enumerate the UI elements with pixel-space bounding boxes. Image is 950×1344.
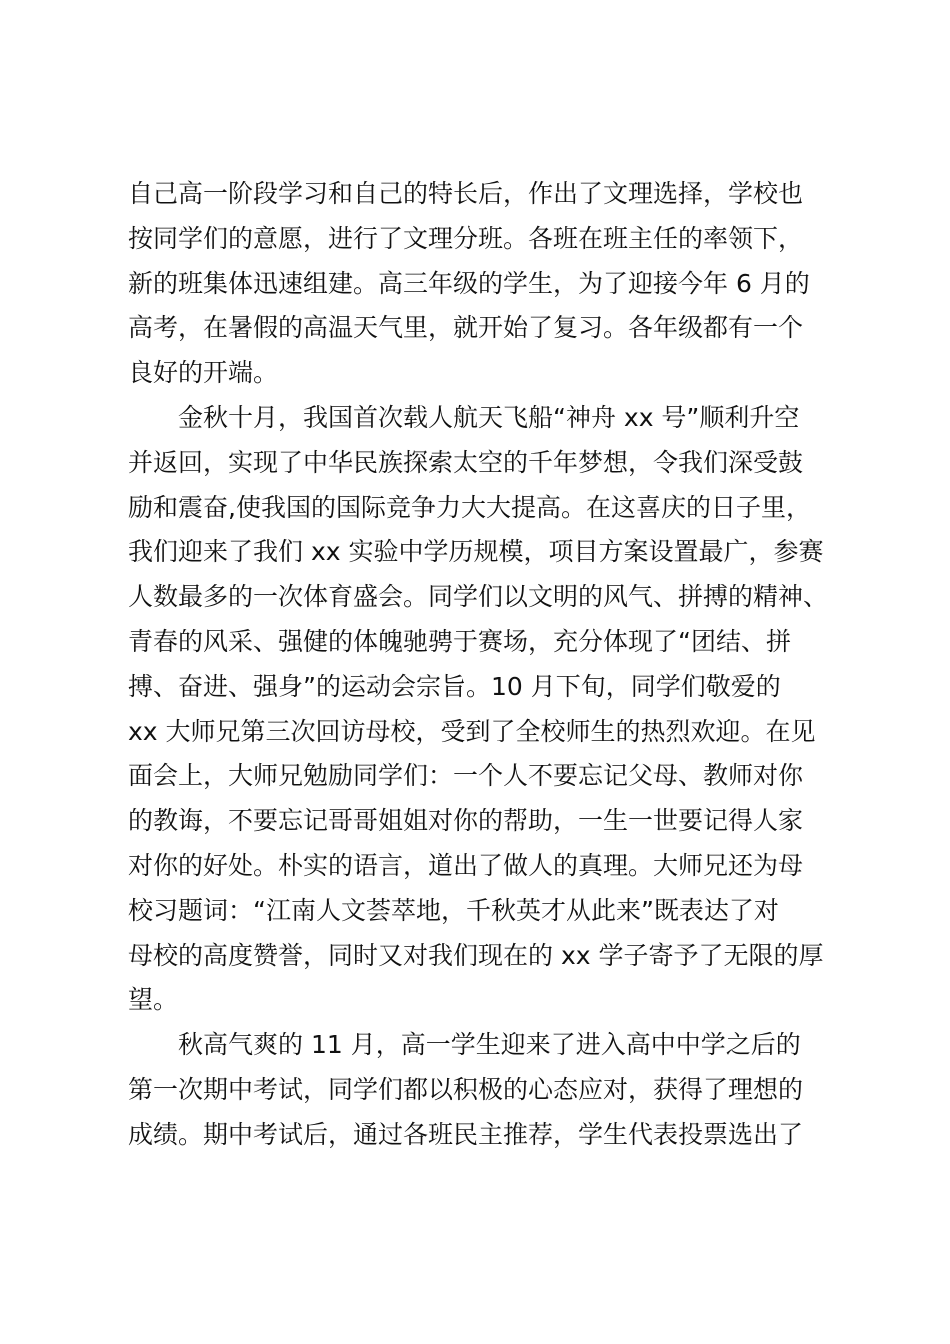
paragraph-line: 的教诲，不要忘记哥哥姐姐对你的帮助，一生一世要记得人家 <box>128 806 804 836</box>
paragraph-1 <box>128 172 848 396</box>
paragraph-line: 自己高一阶段学习和自己的特长后，作出了文理选择，学校也 <box>128 179 804 208</box>
paragraph-line: 青春的风采、强健的体魄驰骋于赛场，充分体现了“团结、拼 <box>128 626 791 656</box>
paragraph-3 <box>128 1023 848 1157</box>
paragraph-line: 良好的开端。 <box>128 358 279 388</box>
paragraph-line: xx 大师兄第三次回访母校，受到了全校师生的热烈欢迎。在见 <box>128 716 816 746</box>
paragraph-line: 第一次期中考试，同学们都以积极的心态应对，获得了理想的 <box>128 1074 804 1104</box>
document-body <box>128 172 848 1158</box>
paragraph-line: 人数最多的一次体育盛会。同学们以文明的风气、拼搏的精神、 <box>128 582 829 612</box>
paragraph-line: 面会上，大师兄勉励同学们：一个人不要忘记父母、教师对你 <box>128 761 804 791</box>
paragraph-line: 新的班集体迅速组建。高三年级的学生，为了迎接今年 6 月的 <box>128 268 810 298</box>
paragraph-line: 校习题词：“江南人文荟萃地，千秋英才从此来”既表达了对 <box>128 895 779 925</box>
paragraph-line: 母校的高度赞誉，同时又对我们现在的 xx 学子寄予了无限的厚 <box>128 940 824 970</box>
paragraph-line: 秋高气爽的 11 月，高一学生迎来了进入高中中学之后的 <box>178 1030 801 1060</box>
paragraph-line: 望。 <box>128 985 179 1015</box>
paragraph-2 <box>128 396 848 1023</box>
paragraph-line: 对你的好处。朴实的语言，道出了做人的真理。大师兄还为母 <box>128 850 804 880</box>
paragraph-line: 搏、奋进、强身”的运动会宗旨。10 月下旬，同学们敬爱的 <box>128 671 781 701</box>
paragraph-line: 金秋十月，我国首次载人航天飞船“神舟 xx 号”顺利升空 <box>178 402 800 432</box>
paragraph-line: 成绩。期中考试后，通过各班民主推荐，学生代表投票选出了 <box>128 1119 804 1149</box>
paragraph-line: 按同学们的意愿，进行了文理分班。各班在班主任的率领下， <box>128 223 804 253</box>
paragraph-line: 励和震奋,使我国的国际竞争力大大提高。在这喜庆的日子里， <box>128 492 811 522</box>
paragraph-line: 并返回，实现了中华民族探索太空的千年梦想，令我们深受鼓 <box>128 447 804 477</box>
paragraph-line: 我们迎来了我们 xx 实验中学历规模，项目方案设置最广，参赛 <box>128 537 824 567</box>
paragraph-line: 高考，在暑假的高温天气里，就开始了复习。各年级都有一个 <box>128 313 804 343</box>
